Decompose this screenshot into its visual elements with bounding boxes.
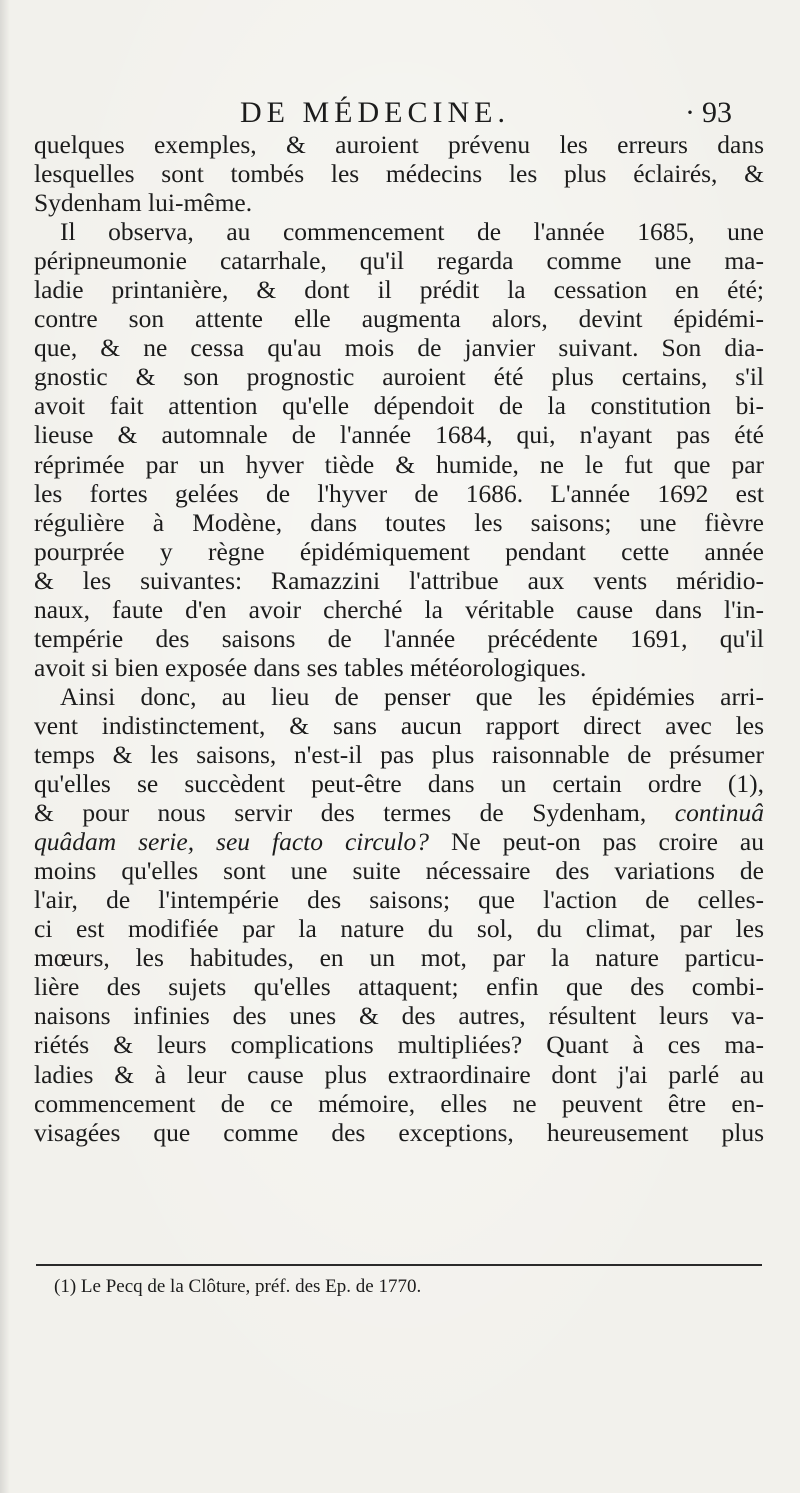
text-line: commencement de ce mémoire, elles ne peuvent être en- [34,1088,764,1118]
text-line: naisons infinies des unes & des autres, résultent leurs va- [34,1001,764,1031]
text-line: que, & ne cessa qu'au mois de janvier suivant. Son dia- [34,333,764,363]
text-line: visagées que comme des exceptions, heureusement plus [34,1117,764,1147]
text-line: gnostic & son prognostic auroient été plus certains, s'il [34,362,764,392]
text-line: contre son attente elle augmenta alors, devint épidémi- [34,304,764,334]
page-gutter-shadow [0,0,10,1493]
paragraph-first-line: Ainsi donc, au lieu de penser que les épidémies arri- [60,681,764,711]
text-line: l'air, de l'intempérie des saisons; que l'action de celles- [34,885,764,915]
text-line: temps & les saisons, n'est-il pas plus raisonnable de présumer [34,739,764,769]
text-line: riétés & leurs complications multipliées? Quant à ces ma- [34,1030,764,1060]
text-line: avoit fait attention qu'elle dépendoit de la constitution bi- [34,391,764,421]
text-line-with-italic [34,827,764,856]
text-line: qu'elles se succèdent peut-être dans un certain ordre (1), [34,769,764,799]
running-title: DE MÉDECINE. [240,96,510,129]
text-line: avoit si bien exposée dans ses tables météorologiques. [34,652,587,682]
text-line: péripneumonie catarrhale, qu'il regarda comme une ma- [34,246,764,276]
page-number: 93 [702,96,732,129]
text-line: régulière à Modène, dans toutes les saisons; une fièvre [34,507,764,537]
footnote: (1) Le Pecq de la Clôture, préf. des Ep. de 1770. [54,1276,422,1297]
text-line: lière des sujets qu'elles attaquent; enfin que des combi- [34,972,764,1002]
text-line: ladies & à leur cause plus extraordinaire dont j'ai parlé au [34,1059,764,1089]
header-separator-dot: · [685,96,695,129]
text-line: lieuse & automnale de l'année 1684, qui, n'ayant pas été [34,420,764,450]
body-text [34,130,764,1147]
italic-latin-phrase: quâdam serie, seu facto circulo? [34,827,429,857]
text-segment: Ne peut-on pas croire au [450,827,764,857]
text-line: ladie printanière, & dont il prédit la cessation en été; [34,275,764,305]
text-line: vent indistinctement, & sans aucun rapport direct avec les [34,710,764,740]
text-line: lesquelles sont tombés les médecins les plus éclairés, & [34,159,764,189]
text-line: moins qu'elles sont une suite nécessaire des variations de [34,856,764,886]
text-line: Sydenham lui-même. [34,188,253,218]
text-segment: & pour nous servir des termes de Sydenham, [34,798,647,828]
italic-latin-phrase: continuâ [674,798,764,828]
text-line: tempérie des saisons de l'année précédente 1691, qu'il [34,623,764,653]
text-line: pourprée y règne épidémiquement pendant cette année [34,536,764,566]
text-line-with-italic [34,798,764,827]
text-line: mœurs, les habitudes, en un mot, par la nature particu- [34,943,764,973]
text-line: réprimée par un hyver tiède & humide, ne le fut que par [34,449,764,479]
footnote-divider [36,1264,762,1266]
text-line: quelques exemples, & auroient prévenu les erreurs dans [34,130,764,159]
text-line: ci est modifiée par la nature du sol, du climat, par les [34,914,764,944]
text-line: les fortes gelées de l'hyver de 1686. L'année 1692 est [34,478,764,508]
paragraph-first-line: Il observa, au commencement de l'année 1685, une [60,217,764,247]
text-line: naux, faute d'en avoir cherché la véritable cause dans l'in- [34,594,764,624]
text-line: & les suivantes: Ramazzini l'attribue aux vents méridio- [34,565,764,595]
